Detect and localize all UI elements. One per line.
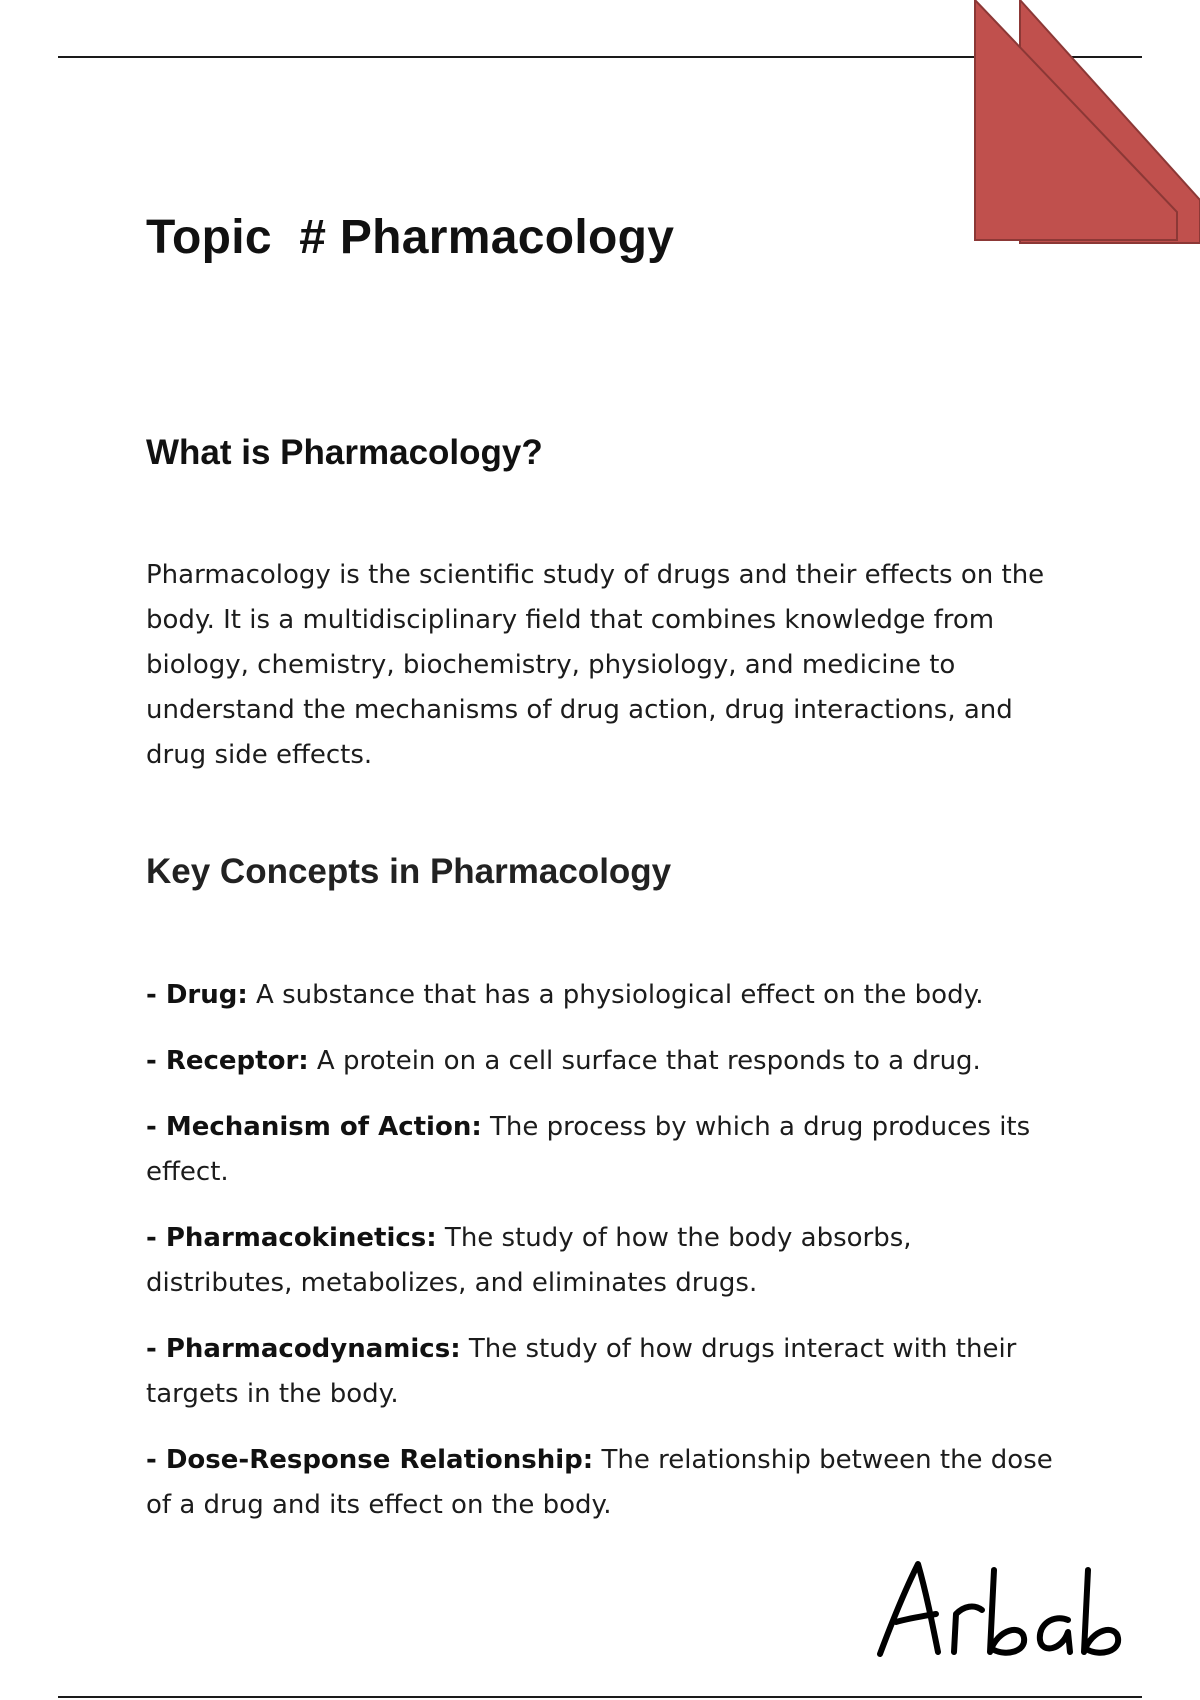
page-title: Topic # Pharmacology <box>146 211 675 264</box>
intro-paragraph: Pharmacology is the scientific study of drugs and their effects on the body. It is a multidisciplinary field that combines knowledge from biology, chemistry, biochemistry, physiology, and medicine to understand the mechanisms of drug action, drug interactions, and drug side effects. <box>146 560 1045 770</box>
list-item <box>146 1105 1066 1195</box>
list-item <box>146 1216 1066 1306</box>
concept-definition: A substance that has a physiological effect on the body. <box>247 980 984 1010</box>
key-concepts-list <box>146 973 1066 1549</box>
concept-term: - Dose-Response Relationship: <box>146 1445 594 1475</box>
concept-term: - Drug: <box>146 980 248 1010</box>
page-corner-triangles-icon <box>965 0 1200 250</box>
concept-term: - Pharmacodynamics: <box>146 1334 461 1364</box>
concept-definition: The process by which a drug produces its effect. <box>146 1112 1031 1187</box>
concept-term: - Mechanism of Action: <box>146 1112 482 1142</box>
concept-term: - Pharmacokinetics: <box>146 1223 437 1253</box>
signature <box>872 1552 1132 1662</box>
list-item <box>146 1327 1066 1417</box>
list-item <box>146 973 1066 1018</box>
concept-definition: The relationship between the dose of a drug and its effect on the body. <box>146 1445 1053 1520</box>
section-heading-key-concepts: Key Concepts in Pharmacology <box>146 852 672 891</box>
list-item <box>146 1039 1066 1084</box>
section-heading-what-is: What is Pharmacology? <box>146 433 543 472</box>
concept-definition: The study of how drugs interact with their targets in the body. <box>146 1334 1017 1409</box>
list-item <box>146 1438 1066 1528</box>
concept-term: - Receptor: <box>146 1046 309 1076</box>
concept-definition: A protein on a cell surface that responds to a drug. <box>308 1046 981 1076</box>
concept-definition: The study of how the body absorbs, distributes, metabolizes, and eliminates drugs. <box>146 1223 912 1298</box>
bottom-rule <box>58 1696 1142 1698</box>
